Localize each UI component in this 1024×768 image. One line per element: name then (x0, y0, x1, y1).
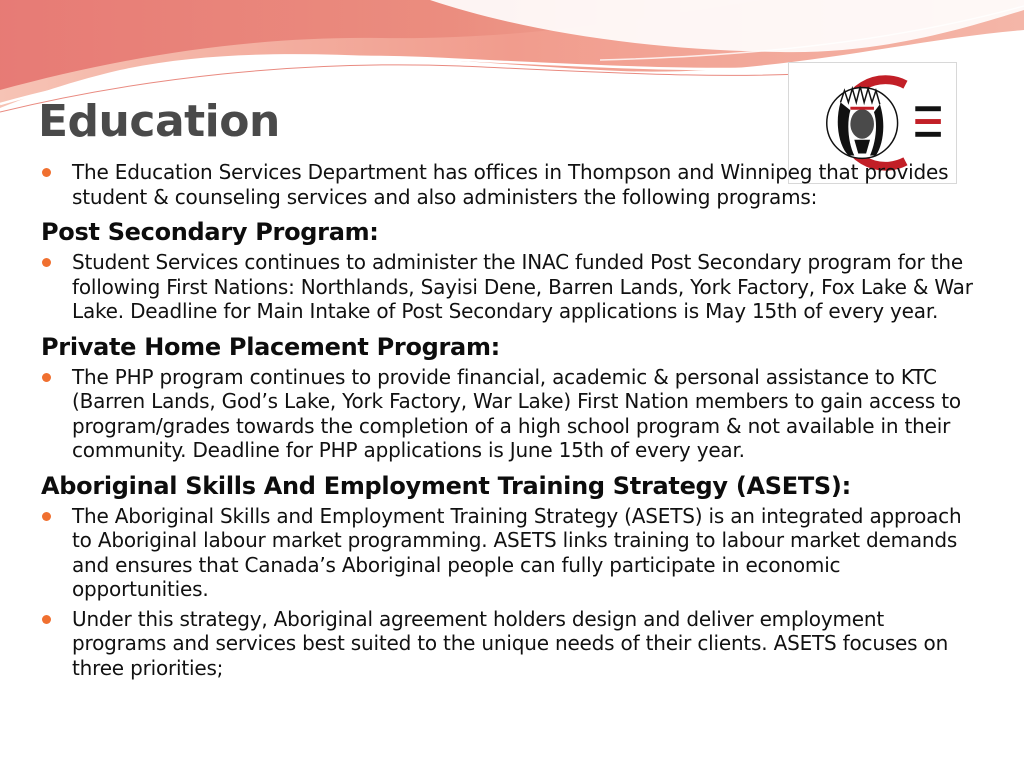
bullet-text: Under this strategy, Aboriginal agreement holders design and deliver employment programs and services best suited to the unique needs of their clients. ASETS focuses on three priorities; (72, 606, 949, 680)
bullet-text: The Education Services Department has offices in Thompson and Winnipeg that provides student & counseling services and also administers the following programs: (72, 160, 949, 209)
bullet-text: The Aboriginal Skills and Employment Training Strategy (ASETS) is an integrated approach to Aboriginal labour market programming. ASETS links training to labour market demands and ensures that Canada’s Aboriginal people can fully participate in economic opportunities. (72, 503, 962, 601)
bullet-text: The PHP program continues to provide financial, academic & personal assistance to KTC (Barren Lands, God’s Lake, York Factory, War Lake) First Nation members to gain access to program/grades towards the completion of a high school program & not available in their community. Deadline for PHP applications is June 15th of every year. (72, 364, 961, 462)
bullet-dot-icon (42, 615, 51, 624)
list-item (41, 504, 976, 602)
bullet-dot-icon (42, 258, 51, 267)
bullet-dot-icon (42, 512, 51, 521)
section-heading-asets: Aboriginal Skills And Employment Training Strategy (ASETS): (41, 471, 851, 500)
list-item (41, 607, 976, 681)
list-item (41, 250, 976, 324)
slide-content (41, 160, 976, 685)
section-heading-post-secondary: Post Secondary Program: (41, 218, 379, 246)
bullet-text: Student Services continues to administer the INAC funded Post Secondary program for the following First Nations: Northlands, Sayisi Dene, Barren Lands, York Factory, Fox Lake & War Lake. Deadline for Main Intake of Post Secondary applications is May 15th of every year. (72, 250, 973, 323)
section-heading-private-home-placement: Private Home Placement Program: (41, 332, 500, 361)
slide-title: Education (38, 96, 280, 147)
bullet-dot-icon (42, 373, 51, 382)
intro-bullet (41, 160, 976, 209)
bullet-dot-icon (42, 168, 51, 177)
list-item (41, 365, 976, 463)
